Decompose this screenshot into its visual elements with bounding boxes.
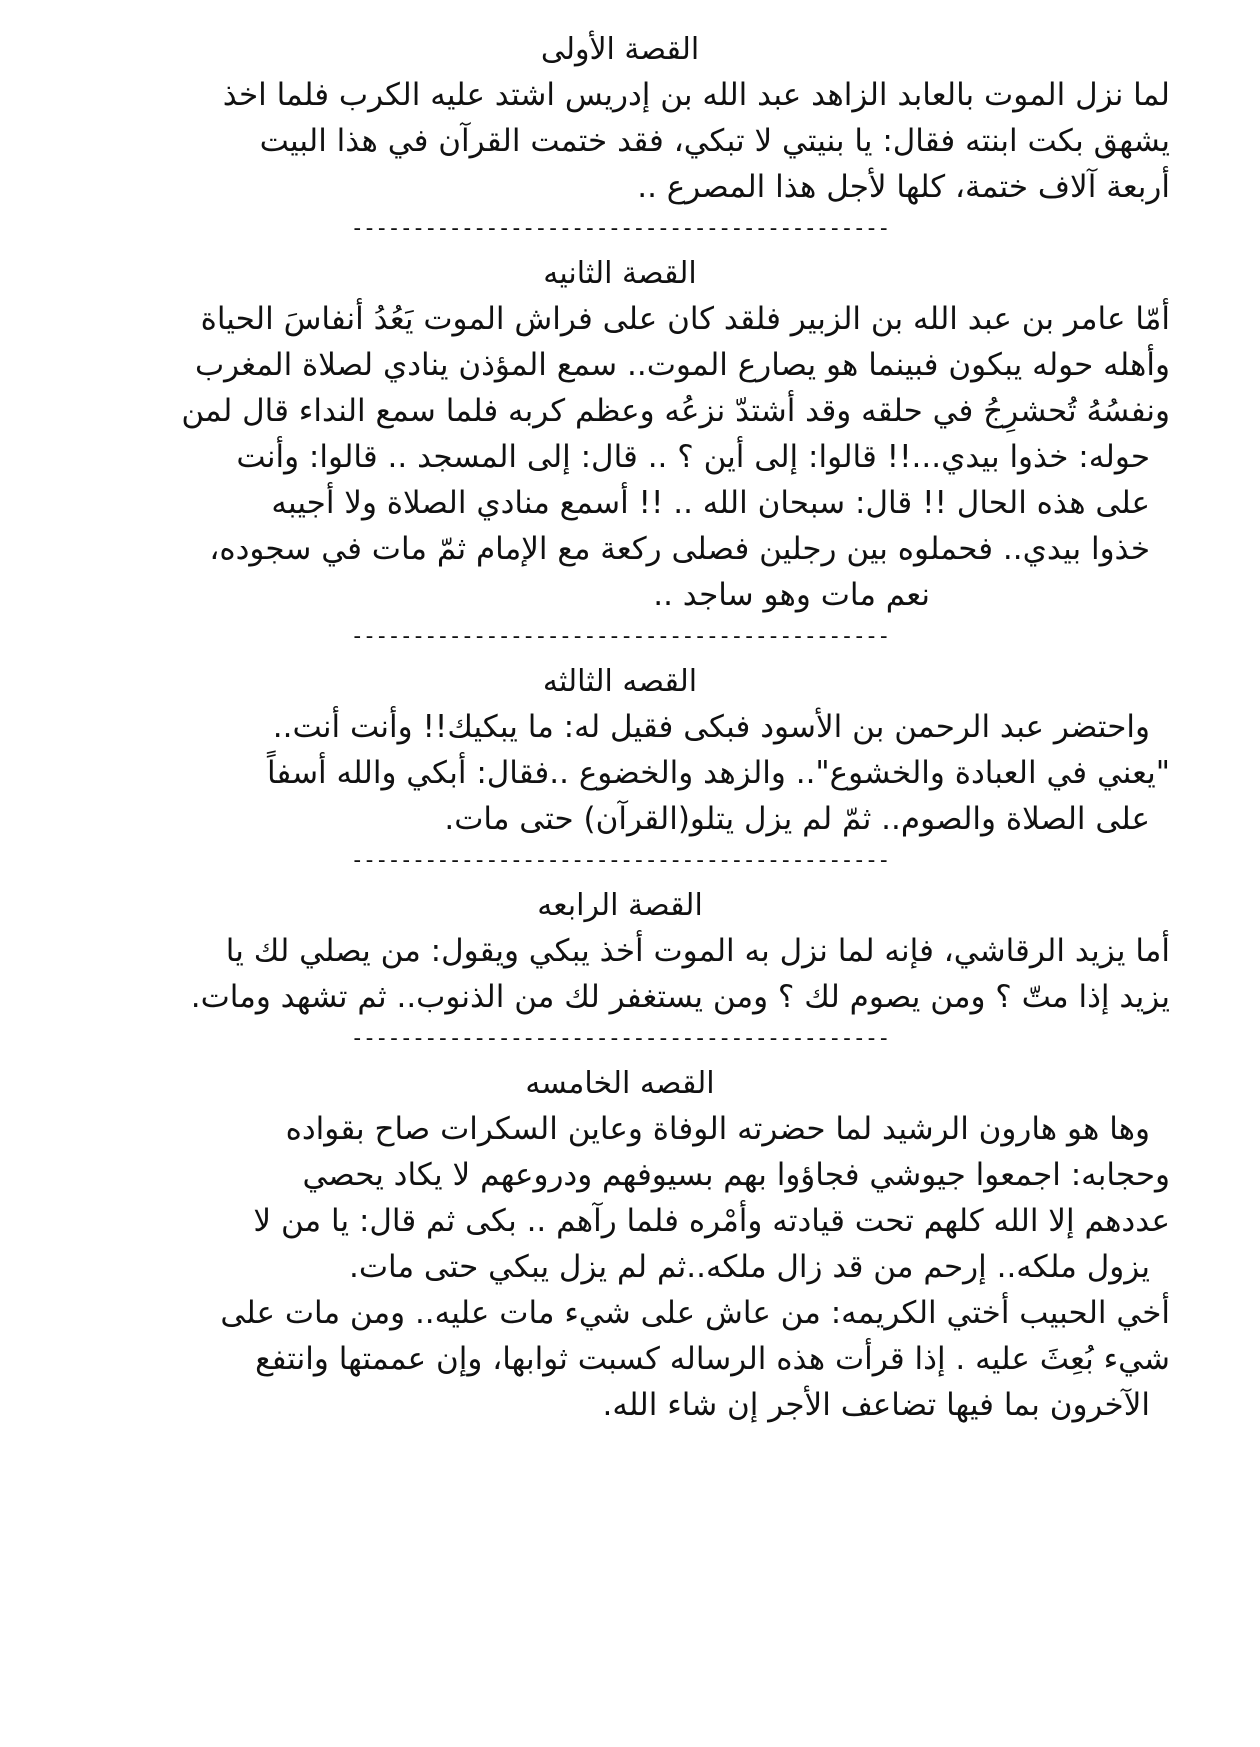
story-2 xyxy=(70,252,1170,618)
text-line: عددهم إلا الله كلهم تحت قيادته وأمْره فلما رآهم .. بكى ثم قال: يا من لا xyxy=(253,1203,1170,1239)
text-line: "يعني في العبادة والخشوع".. والزهد والخضوع ..فقال: أبكي والله أسفاً xyxy=(266,755,1170,791)
section-divider: -------------------------------------------- xyxy=(350,626,890,648)
text-line: على الصلاة والصوم.. ثمّ لم يزل يتلو(القرآن) حتى مات. xyxy=(444,801,1150,837)
story-4 xyxy=(70,884,1170,1020)
document-page xyxy=(70,28,1170,1428)
text-line: واحتضر عبد الرحمن بن الأسود فبكى فقيل له: ما يبكيك!! وأنت أنت.. xyxy=(272,709,1150,745)
text-line: وها هو هارون الرشيد لما حضرته الوفاة وعاين السكرات صاح بقواده xyxy=(285,1111,1150,1147)
text-line: ونفسُهُ تُحشرِجُ في حلقه وقد أشتدّ نزعُه وعظم كربه فلما سمع النداء قال لمن xyxy=(181,393,1170,429)
story-title: القصة الثانيه xyxy=(543,256,697,291)
section-divider: -------------------------------------------- xyxy=(350,1028,890,1050)
text-line: شيء بُعِثَ عليه . إذا قرأت هذه الرساله كسبت ثوابها، وإن عممتها وانتفع xyxy=(255,1341,1170,1377)
text-line: يزيد إذا متّ ؟ ومن يصوم لك ؟ ومن يستغفر لك من الذنوب.. ثم تشهد ومات. xyxy=(190,979,1170,1015)
text-line: أربعة آلاف ختمة، كلها لأجل هذا المصرع .. xyxy=(637,169,1170,205)
text-line: يزول ملكه.. إرحم من قد زال ملكه..ثم لم يزل يبكي حتى مات. xyxy=(348,1249,1150,1285)
story-5 xyxy=(70,1062,1170,1290)
story-3 xyxy=(70,660,1170,842)
story-title: القصة الأولى xyxy=(540,32,700,67)
section-divider: -------------------------------------------- xyxy=(350,218,890,240)
story-text xyxy=(70,1106,1170,1290)
closing-note xyxy=(70,1290,1170,1428)
closing-text xyxy=(70,1290,1170,1428)
text-line: لما نزل الموت بالعابد الزاهد عبد الله بن إدريس اشتد عليه الكرب فلما اخذ xyxy=(222,77,1170,113)
story-title: القصة الرابعه xyxy=(537,888,703,923)
story-text xyxy=(70,928,1170,1020)
text-line: خذوا بيدي.. فحملوه بين رجلين فصلى ركعة مع الإمام ثمّ مات في سجوده، xyxy=(209,531,1150,567)
text-line: يشهق بكت ابنته فقال: يا بنيتي لا تبكي، فقد ختمت القرآن في هذا البيت xyxy=(259,123,1170,159)
text-line: أخي الحبيب أختي الكريمه: من عاش على شيء مات عليه.. ومن مات على xyxy=(220,1295,1170,1331)
text-line: حوله: خذوا بيدي...!! قالوا: إلى أين ؟ .. قال: إلى المسجد .. قالوا: وأنت xyxy=(236,439,1150,475)
story-text xyxy=(70,704,1170,842)
text-line: نعم مات وهو ساجد .. xyxy=(653,577,930,613)
text-line: أمّا عامر بن عبد الله بن الزبير فلقد كان على فراش الموت يَعُدُ أنفاسَ الحياة xyxy=(200,301,1170,337)
text-line: على هذه الحال !! قال: سبحان الله .. !! أسمع منادي الصلاة ولا أجيبه xyxy=(271,485,1150,521)
story-text xyxy=(70,72,1170,210)
story-title: القصه الخامسه xyxy=(525,1066,715,1101)
text-line: وأهله حوله يبكون فبينما هو يصارع الموت.. سمع المؤذن ينادي لصلاة المغرب xyxy=(194,347,1170,383)
story-text xyxy=(70,296,1170,618)
story-title: القصه الثالثه xyxy=(542,664,698,699)
text-line: أما يزيد الرقاشي، فإنه لما نزل به الموت أخذ يبكي ويقول: من يصلي لك يا xyxy=(225,933,1170,969)
section-divider: -------------------------------------------- xyxy=(350,850,890,872)
text-line: الآخرون بما فيها تضاعف الأجر إن شاء الله. xyxy=(602,1387,1150,1423)
text-line: وحجابه: اجمعوا جيوشي فجاؤوا بهم بسيوفهم ودروعهم لا يكاد يحصي xyxy=(302,1157,1170,1193)
story-1 xyxy=(70,28,1170,210)
